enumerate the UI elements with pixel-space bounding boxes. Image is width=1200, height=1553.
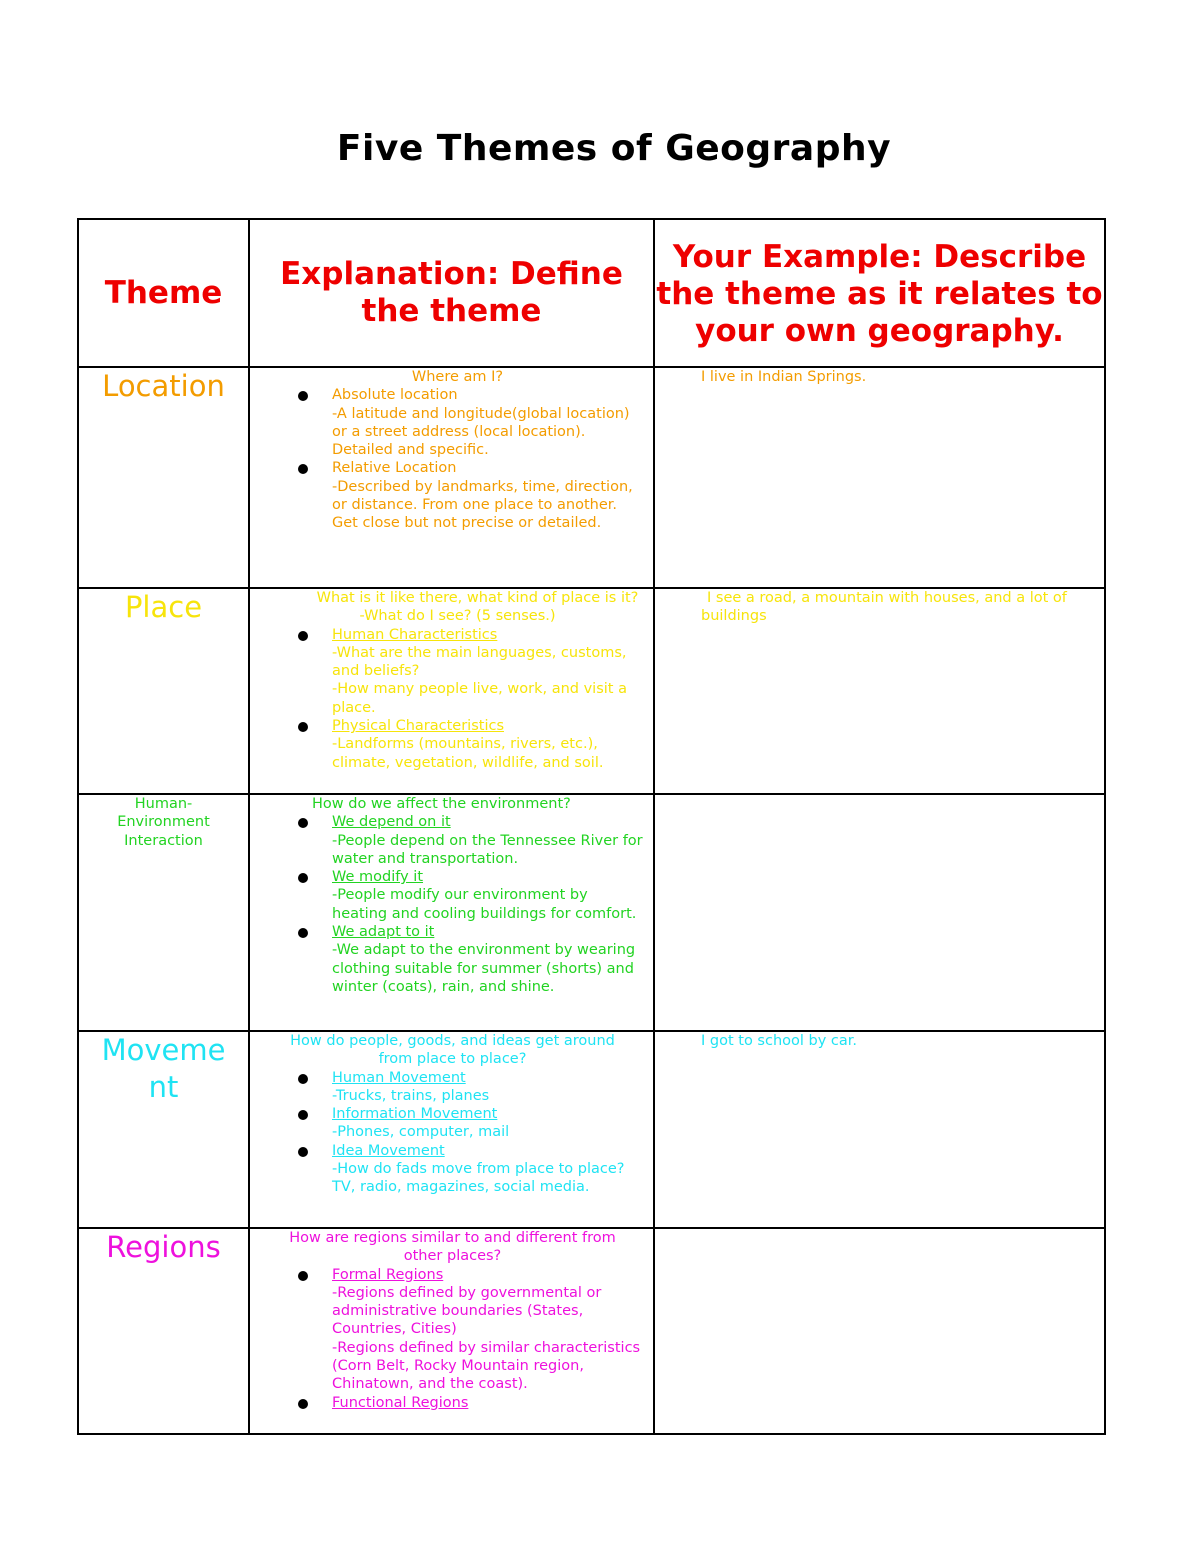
- list-item: [332, 717, 645, 772]
- example-location: I live in Indian Springs.: [701, 369, 867, 385]
- item-heading: Human Movement: [332, 1069, 466, 1086]
- item-text: -People modify our environment by heating and cooling buildings for comfort.: [332, 887, 637, 922]
- question-regions: How are regions similar to and different from other places?: [289, 1230, 616, 1265]
- document-title: Five Themes of Geography: [336, 128, 892, 169]
- bullet-icon: [298, 1271, 308, 1281]
- item-heading: We modify it: [332, 869, 424, 886]
- list-item: [332, 868, 645, 923]
- item-heading: Human Characteristics: [332, 626, 498, 643]
- list-item: [332, 1069, 645, 1106]
- cell-theme-place: [78, 588, 249, 794]
- cell-example-hei: [654, 794, 1105, 1031]
- theme-name-hei: [79, 795, 248, 850]
- cell-example-place: [654, 588, 1105, 794]
- bullet-icon: [298, 1399, 308, 1409]
- header-theme: Theme: [78, 219, 249, 367]
- bullet-icon: [298, 391, 308, 401]
- cell-example-movement: [654, 1031, 1105, 1228]
- list-item: [332, 923, 645, 996]
- example-movement: I got to school by car.: [701, 1033, 858, 1049]
- theme-name-line: Environment: [117, 814, 210, 831]
- row-human-environment-interaction: [78, 794, 1105, 1031]
- item-text: -What are the main languages, customs, and beliefs?: [332, 644, 627, 680]
- list-item: [332, 626, 645, 717]
- theme-name-line: Moveme: [101, 1033, 226, 1067]
- row-movement: [78, 1031, 1105, 1228]
- cell-theme-hei: [78, 794, 249, 1031]
- cell-explanation-place: [249, 588, 654, 794]
- list-item: [332, 386, 645, 459]
- theme-name-location: Location: [102, 369, 225, 403]
- row-place: [78, 588, 1105, 794]
- list-item: [332, 1142, 645, 1197]
- bullet-icon: [298, 1147, 308, 1157]
- item-text: -We adapt to the environment by wearing clothing suitable for summer (shorts) and winter (coats), rain, and shine.: [332, 942, 636, 995]
- theme-name-line: nt: [148, 1070, 179, 1104]
- item-text: -Landforms (mountains, rivers, etc.), climate, vegetation, wildlife, and soil.: [332, 736, 604, 771]
- list-item: [332, 459, 645, 532]
- item-heading: Physical Characteristics: [332, 718, 505, 735]
- cell-explanation-movement: [249, 1031, 654, 1228]
- themes-table: [77, 218, 1106, 1435]
- bullet-icon: [298, 928, 308, 938]
- subquestion-place: -What do I see? (5 senses.): [359, 608, 556, 625]
- cell-explanation-location: [249, 367, 654, 588]
- cell-theme-regions: [78, 1228, 249, 1434]
- bullet-icon: [298, 873, 308, 883]
- question-place: What is it like there, what kind of place is it?: [316, 590, 639, 606]
- item-heading: Relative Location: [332, 460, 457, 477]
- item-heading: We depend on it: [332, 814, 451, 831]
- cell-theme-location: [78, 367, 249, 588]
- item-heading: We adapt to it: [332, 924, 435, 941]
- item-text: -Phones, computer, mail: [332, 1124, 510, 1141]
- theme-name-line: Human-: [134, 796, 193, 812]
- bullet-icon: [298, 1110, 308, 1120]
- cell-theme-movement: [78, 1031, 249, 1228]
- list-item: [332, 1266, 645, 1394]
- theme-name-place: Place: [124, 590, 203, 624]
- row-location: [78, 367, 1105, 588]
- item-heading: Functional Regions: [332, 1394, 469, 1411]
- item-heading: Idea Movement: [332, 1142, 445, 1159]
- item-text: -How do fads move from place to place?: [332, 1161, 625, 1178]
- list-item: [332, 1394, 645, 1412]
- cell-explanation-hei: [249, 794, 654, 1031]
- bullet-icon: [298, 818, 308, 828]
- item-heading: Absolute location: [332, 387, 458, 404]
- bullet-icon: [298, 722, 308, 732]
- item-text: TV, radio, magazines, social media.: [332, 1179, 590, 1196]
- header-explanation: Explanation: Define the theme: [249, 219, 654, 367]
- row-regions: [78, 1228, 1105, 1434]
- item-heading: Formal Regions: [332, 1266, 444, 1283]
- cell-explanation-regions: [249, 1228, 654, 1434]
- question-location: Where am I?: [411, 369, 504, 385]
- list-item: [332, 1105, 645, 1142]
- header-row: [78, 219, 1105, 367]
- theme-name-regions: Regions: [106, 1230, 221, 1264]
- example-place: I see a road, a mountain with houses, and a lot of buildings: [701, 590, 1067, 625]
- question-hei: How do we affect the environment?: [312, 796, 571, 812]
- item-text: -Trucks, trains, planes: [332, 1087, 490, 1104]
- item-text: -A latitude and longitude(global location) or a street address (local location). Detailed and specific.: [332, 405, 630, 459]
- item-text: -Described by landmarks, time, direction, or distance. From one place to another. Get close but not precise or detailed.: [332, 478, 633, 532]
- bullet-icon: [298, 631, 308, 641]
- list-item: [332, 813, 645, 868]
- item-text: -How many people live, work, and visit a place.: [332, 681, 627, 716]
- theme-name-movement: [79, 1032, 248, 1106]
- cell-example-regions: [654, 1228, 1105, 1434]
- theme-name-line: Interaction: [124, 832, 203, 849]
- bullet-icon: [298, 1074, 308, 1084]
- header-example: Your Example: Describe the theme as it relates to your own geography.: [654, 219, 1105, 367]
- item-text: -Regions defined by governmental or administrative boundaries (States, Countries, Cities): [332, 1284, 602, 1338]
- item-text: -Regions defined by similar characteristics (Corn Belt, Rocky Mountain region, Chinatown, and the coast).: [332, 1339, 641, 1393]
- question-movement: How do people, goods, and ideas get around from place to place?: [290, 1033, 615, 1068]
- bullet-icon: [298, 464, 308, 474]
- item-text: -People depend on the Tennessee River for water and transportation.: [332, 832, 643, 867]
- cell-example-location: [654, 367, 1105, 588]
- item-heading: Information Movement: [332, 1106, 498, 1123]
